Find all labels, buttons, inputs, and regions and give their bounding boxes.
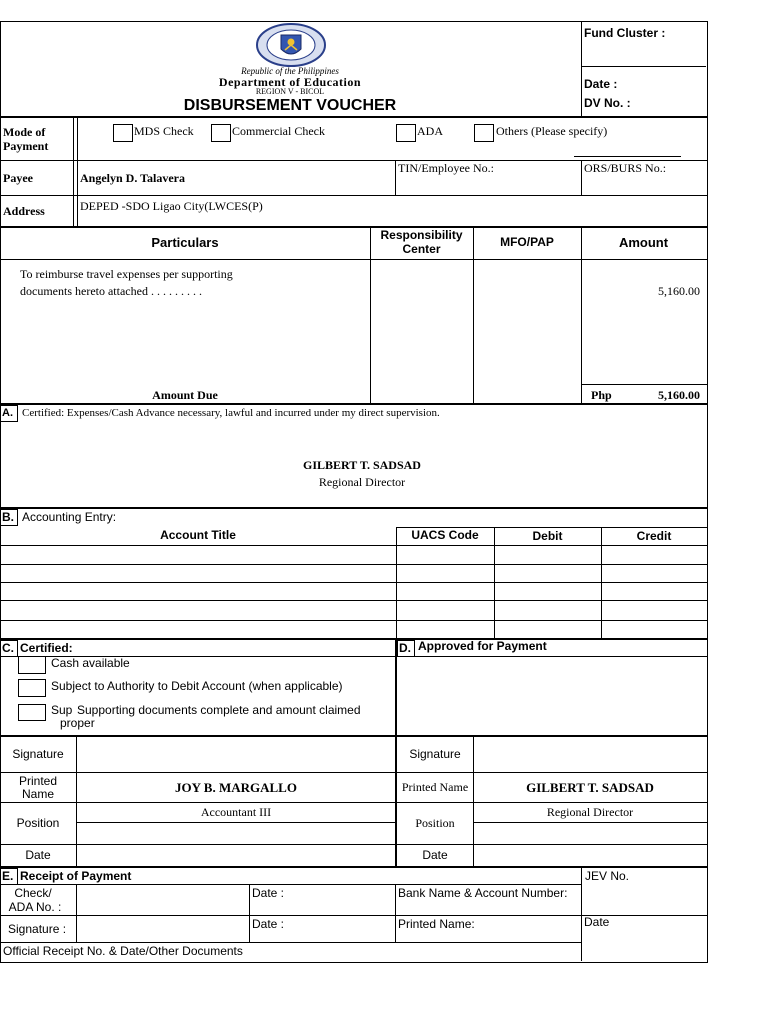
- others-label: Others (Please specify): [496, 124, 608, 138]
- address-label: Address: [3, 204, 45, 218]
- e-printed-name-label: Printed Name:: [398, 917, 475, 931]
- d-printed-name: GILBERT T. SADSAD: [526, 780, 654, 795]
- others-checkbox[interactable]: [474, 124, 494, 142]
- col-amount: Amount: [618, 235, 669, 250]
- d-signature-label: Signature: [409, 747, 461, 761]
- col-particulars: Particulars: [151, 235, 219, 250]
- ada-label: ADA: [417, 124, 443, 138]
- supporting-docs-label: Supporting documents complete and amount claimed: [77, 703, 361, 717]
- section-d-letter: D.: [399, 641, 411, 655]
- accounting-row-line-4: [0, 600, 707, 601]
- mds-check-checkbox[interactable]: [113, 124, 133, 142]
- c-printed-name-label-2: Name: [21, 787, 54, 801]
- header-right-divider: [581, 21, 582, 117]
- d-date-field[interactable]: [475, 846, 705, 865]
- c-date-field[interactable]: [78, 846, 394, 865]
- authority-debit-checkbox[interactable]: [18, 679, 46, 697]
- tin-divider: [395, 160, 396, 195]
- col-account-title: Account Title: [160, 528, 236, 542]
- accounting-row-line-1: [0, 545, 707, 546]
- section-b-bottom-line: [0, 638, 707, 640]
- supporting-docs-prefix: Sup: [51, 703, 73, 717]
- republic-text: Republic of the Philippines: [241, 66, 339, 76]
- section-e-letter: E.: [2, 869, 14, 883]
- section-b-label: Accounting Entry:: [22, 510, 117, 524]
- col-responsibility-2: Center: [402, 242, 441, 256]
- mode-divider-2: [77, 117, 78, 226]
- e-row-1-top: [0, 884, 581, 885]
- col-responsibility-1: Responsibility: [380, 228, 463, 242]
- section-c-label: Certified:: [20, 641, 73, 655]
- authority-debit-label: Subject to Authority to Debit Account (when applicable): [51, 679, 343, 693]
- header-right-hline: [581, 66, 706, 67]
- particulars-header-line: [0, 259, 707, 260]
- section-a-name: GILBERT T. SADSAD: [303, 458, 421, 472]
- ors-label: ORS/BURS No.:: [584, 161, 667, 175]
- payee-name: Angelyn D. Talavera: [80, 171, 186, 185]
- section-a-letter: A.: [2, 407, 13, 419]
- address-bottom-line: [0, 226, 707, 228]
- commercial-check-checkbox[interactable]: [211, 124, 231, 142]
- d-position-label: Position: [415, 816, 455, 830]
- particulars-bottom-line: [0, 403, 707, 405]
- official-receipt-label: Official Receipt No. & Date/Other Documents: [3, 944, 243, 958]
- col-mfo-pap: MFO/PAP: [500, 235, 554, 249]
- c-signature-label: Signature: [12, 747, 64, 761]
- deped-seal-logo: [255, 23, 327, 67]
- accounting-divider-2: [494, 527, 495, 639]
- col-uacs-code: UACS Code: [411, 528, 479, 542]
- mfo-divider: [581, 227, 582, 404]
- section-c-letter: C.: [2, 641, 14, 655]
- amount-due-label: Amount Due: [152, 388, 218, 402]
- cd-printed-top-line: [0, 772, 707, 773]
- particulars-line-2: documents hereto attached . . . . . . . . .: [20, 284, 202, 298]
- cd-position-top-line: [0, 802, 707, 803]
- supporting-docs-cont: proper: [60, 716, 95, 730]
- payee-bottom-line: [0, 195, 707, 196]
- others-specify-line[interactable]: [574, 156, 681, 157]
- accounting-divider-3: [601, 527, 602, 639]
- d-printed-name-label: Printed Name: [401, 780, 469, 794]
- fund-cluster-label: Fund Cluster :: [584, 26, 666, 40]
- accounting-row-line-2: [0, 564, 707, 565]
- c-printed-name: JOY B. MARGALLO: [175, 780, 297, 795]
- cash-available-checkbox[interactable]: [18, 656, 46, 674]
- e-date-label-1: Date :: [252, 886, 285, 900]
- ors-divider: [581, 160, 582, 195]
- col-credit: Credit: [636, 529, 672, 543]
- section-cd-bottom-line: [0, 866, 707, 868]
- section-e-label: Receipt of Payment: [20, 869, 132, 883]
- d-date-label: Date: [422, 848, 448, 862]
- tin-label: TIN/Employee No.:: [398, 161, 494, 175]
- resp-divider: [473, 227, 474, 404]
- e-date-label-2: Date :: [252, 917, 285, 931]
- check-ada-field[interactable]: [78, 886, 248, 914]
- mds-check-label: MDS Check: [134, 124, 194, 138]
- section-a-bottom-line: [0, 507, 707, 509]
- accounting-row-line-3: [0, 582, 707, 583]
- accounting-divider-1: [396, 527, 397, 639]
- header-bottom-line: [0, 116, 707, 118]
- section-a-position: Regional Director: [318, 475, 406, 489]
- amount-due-value: 5,160.00: [658, 388, 700, 402]
- ada-checkbox[interactable]: [396, 124, 416, 142]
- c-signature-field[interactable]: [78, 737, 394, 772]
- php-label: Php: [591, 388, 612, 402]
- cash-available-label: Cash available: [51, 656, 130, 670]
- supporting-docs-checkbox[interactable]: [18, 704, 46, 721]
- region-text: REGION V - BICOL: [255, 87, 325, 96]
- mode-label-1: Mode of: [3, 125, 46, 139]
- e-signature-field[interactable]: [78, 917, 248, 941]
- e-date-field-1[interactable]: [290, 886, 394, 914]
- address-value: DEPED -SDO Ligao City(LWCES(P): [80, 199, 263, 213]
- check-ada-label-2: ADA No. :: [8, 900, 62, 914]
- date-label: Date :: [584, 77, 618, 91]
- section-d-header-line: [397, 656, 707, 657]
- accounting-line-header-top: [396, 527, 707, 528]
- e-divider-2: [249, 884, 250, 942]
- jev-date-label: Date: [584, 915, 610, 929]
- mode-divider-1: [73, 117, 74, 226]
- e-date-field-2[interactable]: [290, 917, 394, 941]
- section-a-text: Certified: Expenses/Cash Advance necessary, lawful and incurred under my direct supervision.: [22, 407, 440, 419]
- c-position-label: Position: [16, 816, 60, 830]
- c-printed-name-label-1: Printed: [18, 774, 58, 788]
- d-position: Regional Director: [546, 805, 634, 819]
- particulars-line-1: To reimburse travel expenses per supporting: [20, 267, 233, 281]
- page-title: DISBURSEMENT VOUCHER: [183, 97, 397, 114]
- amount-due-topline: [581, 384, 707, 385]
- e-signature-label: Signature :: [8, 922, 67, 936]
- c-date-label: Date: [25, 848, 51, 862]
- e-row-3-top: [0, 942, 581, 943]
- e-divider-1: [76, 884, 77, 942]
- c-position-mid-line: [76, 822, 395, 823]
- d-position-mid-line: [473, 822, 707, 823]
- mode-label-2: Payment: [3, 139, 49, 153]
- c-position: Accountant III: [200, 805, 272, 819]
- col-debit: Debit: [532, 529, 563, 543]
- cd-date-top-line: [0, 844, 707, 845]
- jev-label: JEV No.: [585, 869, 630, 883]
- dv-no-label: DV No. :: [584, 96, 631, 110]
- section-b-letter: B.: [2, 510, 14, 524]
- d-label-divider: [473, 736, 474, 866]
- bank-label: Bank Name & Account Number:: [398, 886, 568, 900]
- check-ada-label-1: Check/: [14, 886, 52, 900]
- accounting-row-line-5: [0, 620, 707, 621]
- payee-label: Payee: [3, 171, 33, 185]
- particulars-amount: 5,160.00: [658, 284, 700, 298]
- department-text: Department of Education: [218, 75, 362, 89]
- section-d-label: Approved for Payment: [418, 639, 547, 653]
- commercial-check-label: Commercial Check: [232, 124, 325, 138]
- e-divider-3: [395, 884, 396, 942]
- d-signature-field[interactable]: [475, 737, 705, 772]
- e-jev-divider: [581, 867, 582, 961]
- c-label-divider: [76, 736, 77, 866]
